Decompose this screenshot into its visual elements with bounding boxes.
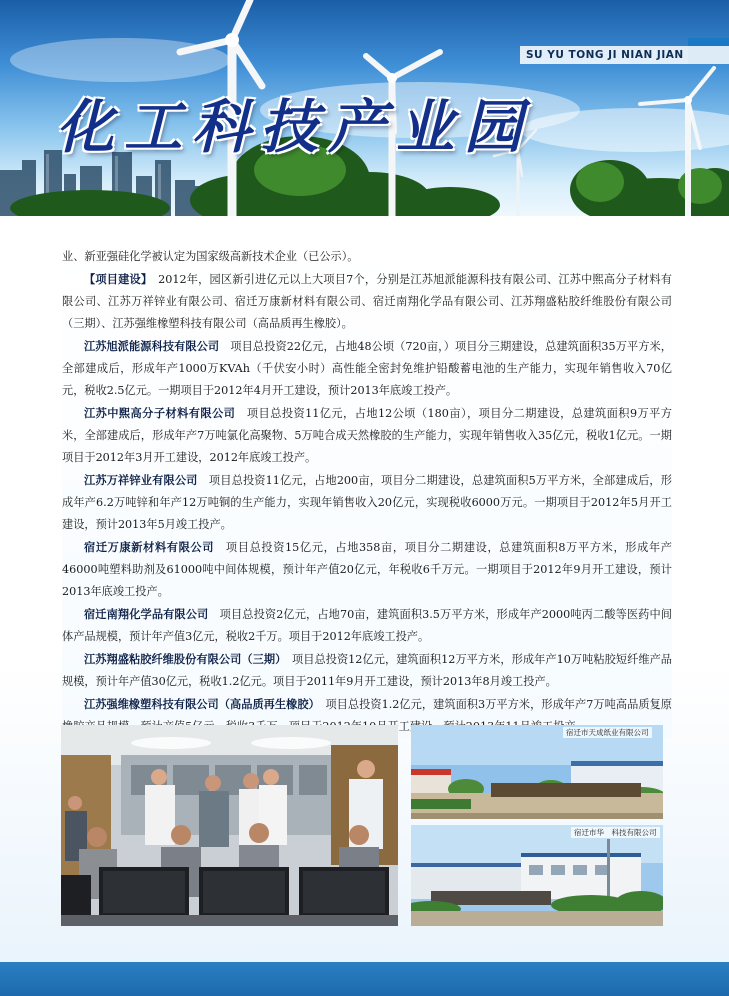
company-name: 宿迁南翔化学品有限公司: [84, 607, 209, 621]
company-name: 宿迁万康新材料有限公司: [84, 540, 215, 554]
project-text: 项目总投资11亿元，占地200亩，项目分二期建设，总建筑面积5万平方米，全部建成后，形成年产6.2万吨锌和年产12万吨铜的生产能力，实现年销售收入20亿元，实现税收6000万元。一期项目于2012年5月开工建设，预计2013年5月竣工投产。: [62, 474, 672, 531]
project-paragraph: [62, 648, 672, 693]
project-paragraph: [62, 603, 672, 648]
project-text: 项目总投资2亿元，占地70亩，建筑面积3.5万平方米，形成年产2000吨丙二酸等医药中间体产品规模，预计年产值3亿元，税收2千万。项目于2012年底竣工投产。: [62, 608, 672, 643]
banner-subtitle: SU YU TONG JI NIAN JIAN: [520, 46, 729, 64]
project-paragraph: [62, 469, 672, 536]
photo-caption-bottom: 宿迁市华 科技有限公司: [571, 827, 660, 838]
photo-factory-paper: [411, 725, 663, 819]
project-text: 项目总投资22亿元，占地48公顷（720亩，）项目分三期建设，总建筑面积35万平方米，全部建成后，形成年产1000万KVAh（千伏安小时）高性能全密封免维护铅酸蓄电池的生产能力，实现年销售收入70亿元，税收2.5亿元。一期项目于2012年4月开工建设，预计2013年底竣工投产。: [62, 340, 672, 397]
project-text: 项目总投资11亿元，占地12公顷（180亩），项目分二期建设，总建筑面积9万平方米，全部建成后，形成年产7万吨氯化高聚物、5万吨合成天然橡胶的生产能力，实现年销售收入35亿元，税收1亿元。一期项目于2012年3月开工建设，2012年底竣工投产。: [62, 407, 672, 464]
company-name: 江苏中煕高分子材料有限公司: [84, 406, 236, 420]
section-label: 【项目建设】: [84, 272, 147, 286]
company-name: 江苏强维橡塑科技有限公司（高品质再生橡胶）: [84, 697, 315, 711]
header-banner: [0, 0, 729, 216]
company-name: 江苏翔盛粘胶纤维股份有限公司（三期）: [84, 652, 281, 666]
photo-control-room: [61, 725, 398, 926]
project-paragraph: [62, 536, 672, 603]
paragraph-text: 2012年，园区新引进亿元以上大项目7个，分别是江苏旭派能源科技有限公司、江苏中煕高分子材料有限公司、江苏万祥锌业有限公司、宿迁万康新材料有限公司、宿迁南翔化学品有限公司、江苏翔盛粘胶纤维股份有限公司（三期）、江苏强维橡塑科技有限公司（高品质再生橡胶）。: [62, 273, 672, 330]
project-paragraph: [62, 402, 672, 469]
paragraph-project-construction: [62, 268, 672, 335]
project-text: 项目总投资12亿元，建筑面积12万平方米，形成年产10万吨粘胶短纤维产品规模，预计年产值30亿元，税收1.2亿元。项目于2011年9月开工建设，预计2013年8月竣工投产。: [62, 653, 672, 688]
company-name: 江苏万祥锌业有限公司: [84, 473, 198, 487]
company-name: 江苏旭派能源科技有限公司: [84, 339, 220, 353]
photo-caption-top: 宿迁市天成纸业有限公司: [563, 727, 652, 738]
photo-factory-tech: [411, 825, 663, 926]
paragraph-intro: 业、新亚强硅化学被认定为国家级高新技术企业（已公示）。: [62, 250, 359, 263]
footer-bar: [0, 962, 729, 996]
project-paragraph: [62, 335, 672, 402]
project-text: 项目总投资1.2亿元，建筑面积3万平方米，形成年产7万吨高品质复原 开工建: [325, 698, 672, 733]
project-text: 项目总投资15亿元，占地358亩，项目分二期建设，总建筑面积8万平方米，形成年产46000吨塑料助剂及61000吨中间体规模，预计年产值20亿元，年税收6千万元。一期项目于2012年9月开工建设，预计2013年底竣工投产。: [62, 541, 672, 598]
page-title: 化工科技产业园: [56, 93, 533, 161]
article-body: [62, 246, 672, 738]
